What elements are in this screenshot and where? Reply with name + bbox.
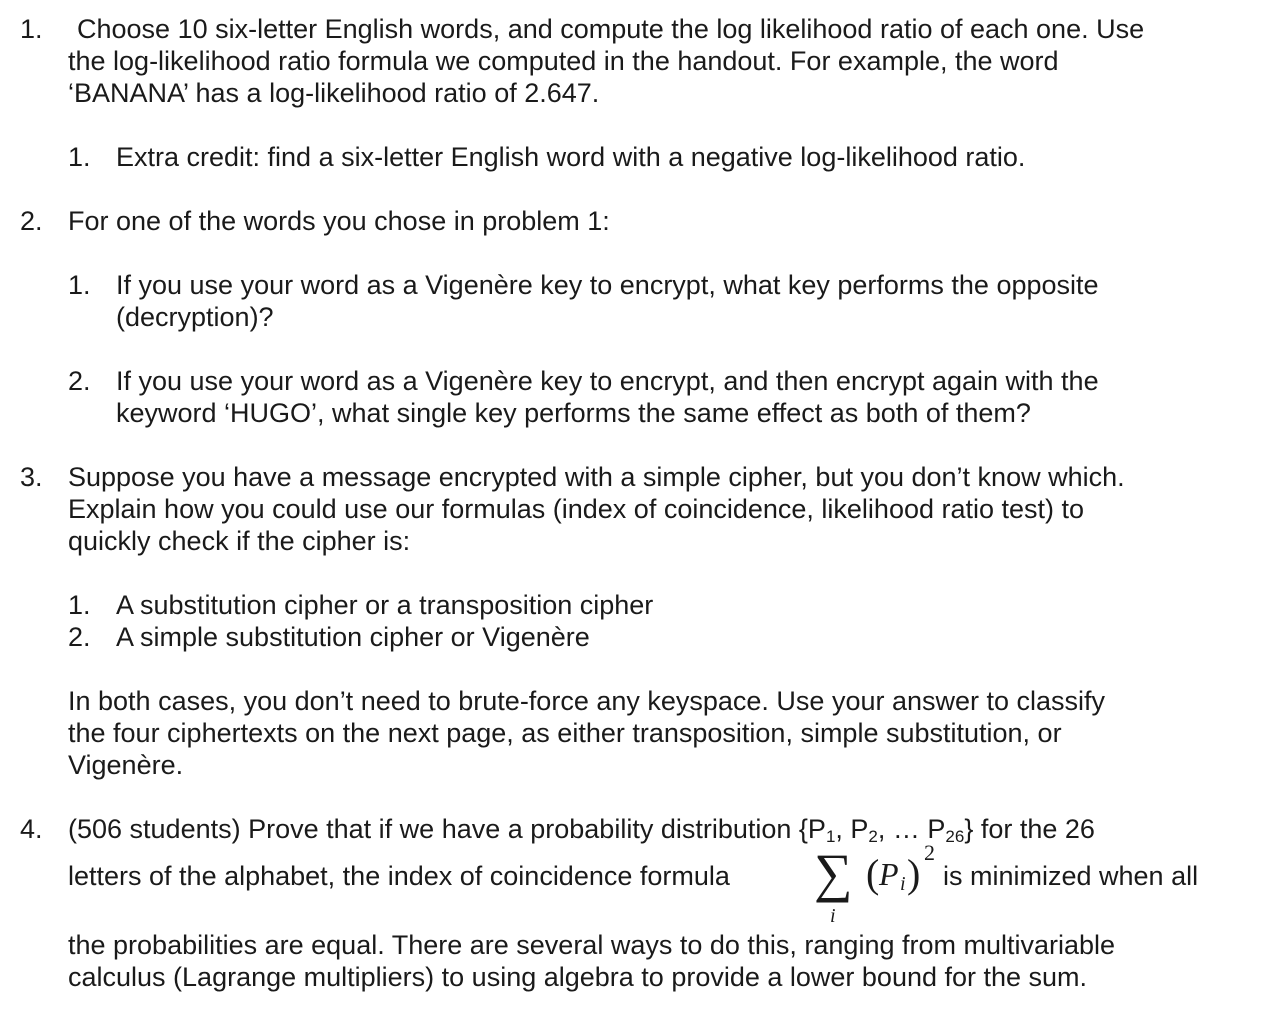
q3-line-1: Suppose you have a message encrypted with a simple cipher, but you don’t know which. (68, 462, 1125, 492)
q4-line-2-text-b: is minimized when all (943, 861, 1199, 891)
q1-line-1: Choose 10 six-letter English words, and compute the log likelihood ratio of each one. Use (77, 14, 1145, 44)
variable-p-subscript: i (900, 873, 906, 895)
sum-index: i (830, 905, 836, 927)
sigma-symbol: ∑ (814, 843, 853, 903)
ioc-formula (812, 840, 942, 930)
q3-sub1-number: 1. (68, 590, 91, 620)
q3-line-2: Explain how you could use our formulas (index of coincidence, likelihood ratio test) to (68, 494, 1085, 524)
left-paren: ( (866, 851, 880, 896)
q2-sub2-number: 2. (68, 366, 91, 396)
q3-paragraph-line-3: Vigenère. (68, 750, 184, 780)
q3-sub2-number: 2. (68, 622, 91, 652)
q4-line-1 (68, 813, 1258, 853)
exponent: 2 (924, 840, 935, 865)
q1-line-3: ‘BANANA’ has a log-likelihood ratio of 2.647. (68, 78, 600, 108)
right-paren: ) (907, 851, 921, 896)
q2-sub1-line-2: (decryption)? (116, 302, 274, 332)
q4-ellipsis: , … P (877, 814, 946, 844)
q4-line-1-text-a: (506 students) Prove that if we have a probability distribution {P (68, 814, 826, 844)
q1-number: 1. (20, 14, 43, 44)
p26-subscript: 26 (945, 827, 965, 846)
q1-sub1-text: Extra credit: find a six-letter English word with a negative log-likelihood ratio. (116, 142, 1026, 172)
q4-line-3: the probabilities are equal. There are several ways to do this, ranging from multivariable (68, 930, 1116, 960)
q2-sub1-line-1: If you use your word as a Vigenère key to encrypt, what key performs the opposite (116, 270, 1099, 300)
q4-line-4: calculus (Lagrange multipliers) to using algebra to provide a lower bound for the sum. (68, 962, 1088, 992)
q3-paragraph-line-1: In both cases, you don’t need to brute-force any keyspace. Use your answer to classify (68, 686, 1106, 716)
q4-line-2-text-a: letters of the alphabet, the index of coincidence formula (68, 861, 730, 891)
q4-number: 4. (20, 814, 43, 844)
q2-sub2-line-1: If you use your word as a Vigenère key to encrypt, and then encrypt again with the (116, 366, 1099, 396)
q1-line-2: the log-likelihood ratio formula we computed in the handout. For example, the word (68, 46, 1059, 76)
q2-text: For one of the words you chose in problem 1: (68, 206, 610, 236)
q4-comma: , P (835, 814, 869, 844)
q1-sub1-number: 1. (68, 142, 91, 172)
q3-sub1-text: A substitution cipher or a transposition cipher (116, 590, 654, 620)
q3-number: 3. (20, 462, 43, 492)
q3-sub2-text: A simple substitution cipher or Vigenère (116, 622, 590, 652)
q3-line-3: quickly check if the cipher is: (68, 526, 411, 556)
variable-p: P (879, 856, 899, 892)
q4-line-1-text-b: } for the 26 (964, 814, 1095, 844)
p1-subscript: 1 (825, 827, 836, 846)
q2-sub2-line-2: keyword ‘HUGO’, what single key performs the same effect as both of them? (116, 398, 1031, 428)
q2-sub1-number: 1. (68, 270, 91, 300)
p2-subscript: 2 (868, 827, 878, 846)
q2-number: 2. (20, 206, 43, 236)
q3-paragraph-line-2: the four ciphertexts on the next page, as either transposition, simple substitution, or (68, 718, 1062, 748)
